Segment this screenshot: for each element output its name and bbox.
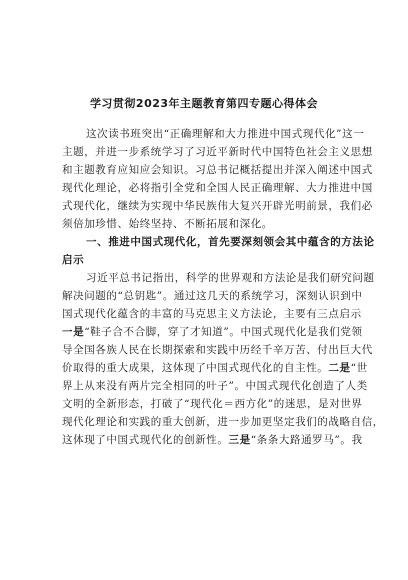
paragraph-line: 导全国各族人民在长期探索和实践中历经千辛万苦、付出巨大代 — [62, 344, 373, 356]
point-marker: 三是 — [228, 434, 251, 446]
point-marker: 一是 — [62, 326, 85, 338]
paragraph-text: “世 — [350, 362, 368, 374]
paragraph-line: 式现代化，继续为实现中华民族伟大复兴开辟光明前景，我们必 — [62, 200, 373, 212]
paragraph-line: 国式现代化蕴含的丰富的马克思主义方法论，主要有三点启示 — [62, 308, 362, 320]
paragraph-text: 这体现了中国式现代化的创新性。 — [62, 434, 229, 446]
section-heading: 一、推进中国式现代化，首先要深刻领会其中蕴含的方法论 — [86, 236, 375, 248]
paragraph-line: 界上从来没有两片完全相同的叶子”。中国式现代化创造了人类 — [62, 380, 368, 392]
paragraph-line — [62, 325, 363, 339]
paragraph-line: 解决问题的“总钥匙”。通过这几天的系统学习，深刻认识到中 — [62, 290, 363, 302]
paragraph-text: 价取得的重大成果，这体现了中国式现代化的自主性。 — [62, 362, 329, 374]
paragraph-line: 文明的全新形态，打破了“现代化＝西方化”的迷思，是对世界 — [62, 398, 363, 410]
paragraph-text: “鞋子合不合脚，穿了才知道”。中国式现代化是我们党领 — [84, 326, 363, 338]
paragraph-line: 须倍加珍惜、始终坚持、不断拓展和深化。 — [62, 218, 273, 230]
point-marker: 二是 — [328, 362, 351, 374]
document-title: 学习贯彻2023年主题教育第四专题心得体会 — [89, 97, 319, 110]
paragraph-line — [62, 433, 363, 447]
paragraph-line — [62, 361, 368, 375]
paragraph-line: 现代化理论，必将指引全党和全国人民正确理解、大力推进中国 — [62, 182, 373, 194]
paragraph-line: 现代化理论和实践的重大创新，进一步加更坚定我们的战略自信， — [62, 416, 384, 428]
paragraph-line: 主题，并进一步系统学习了习近平新时代中国特色社会主义思想 — [62, 146, 373, 158]
paragraph-line: 和主题教育应知应会知识。习总书记概括提出并深入阐述中国式 — [62, 164, 373, 176]
section-heading-continued: 启示 — [62, 254, 85, 266]
paragraph-text: “条条大路通罗马”。我 — [250, 434, 363, 446]
paragraph-line: 这次读书班突出“正确理解和大力推进中国式现代化”这一 — [86, 128, 365, 140]
paragraph-line: 习近平总书记指出，科学的世界观和方法论是我们研究问题 — [86, 272, 375, 284]
